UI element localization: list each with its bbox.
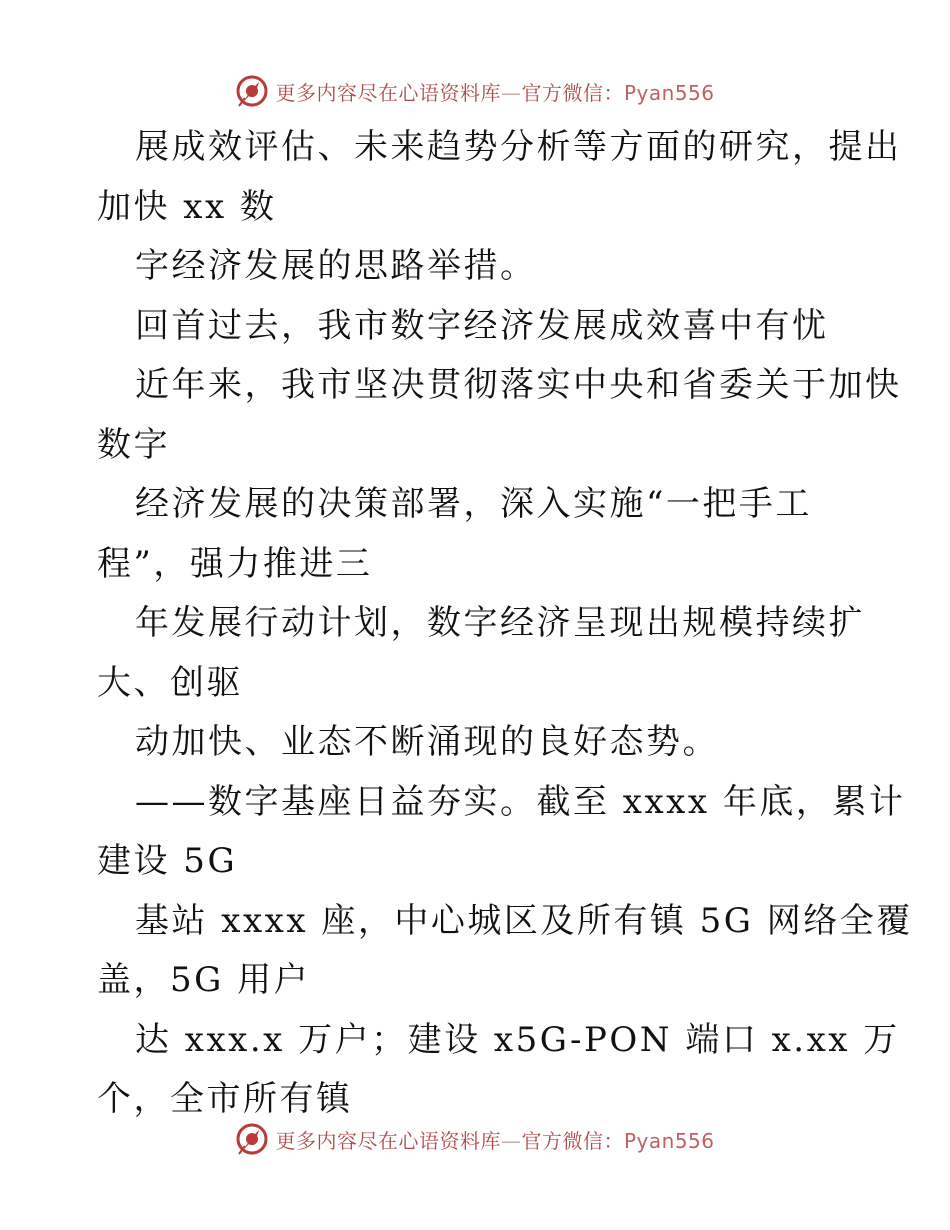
text-line: 数字 [97, 424, 170, 465]
text-line: 动加快、业态不断涌现的良好态势。 [135, 722, 719, 762]
document-body [97, 118, 913, 1130]
text-line: 年发展行动计划，数字经济呈现出规模持续扩 [135, 603, 865, 643]
text-line: 展成效评估、未来趋势分析等方面的研究，提出 [135, 127, 902, 167]
text-line: 大、创驱 [97, 662, 243, 703]
quill-logo-icon [235, 74, 269, 108]
text-line: ——数字基座日益夯实。截至 xxxx 年底，累计 [135, 781, 906, 822]
text-line: 个，全市所有镇 [97, 1079, 353, 1119]
quill-logo-icon [235, 1122, 269, 1156]
footer-banner [0, 1119, 950, 1159]
text-line: 字经济发展的思路举措。 [135, 246, 537, 286]
text-line: 近年来，我市坚决贯彻落实中央和省委关于加快 [135, 365, 902, 405]
header-banner [0, 71, 950, 111]
text-line: 加快 xx 数 [97, 186, 277, 227]
text-line: 盖，5G 用户 [97, 960, 311, 1000]
text-line: 建设 5G [97, 841, 238, 881]
text-line: 程”，强力推进三 [97, 543, 373, 584]
text-line: 达 xxx.x 万户；建设 x5G-PON 端口 x.xx 万 [135, 1019, 900, 1060]
banner-text: 更多内容尽在心语资料库—官方微信：Pyan556 [275, 80, 715, 105]
text-line: 基站 xxxx 座，中心城区及所有镇 5G 网络全覆 [135, 900, 913, 941]
text-line: 经济发展的决策部署，深入实施“一把手工 [135, 484, 812, 524]
banner-text: 更多内容尽在心语资料库—官方微信：Pyan556 [275, 1128, 715, 1153]
text-line: 回首过去，我市数字经济发展成效喜中有忧 [135, 305, 829, 346]
